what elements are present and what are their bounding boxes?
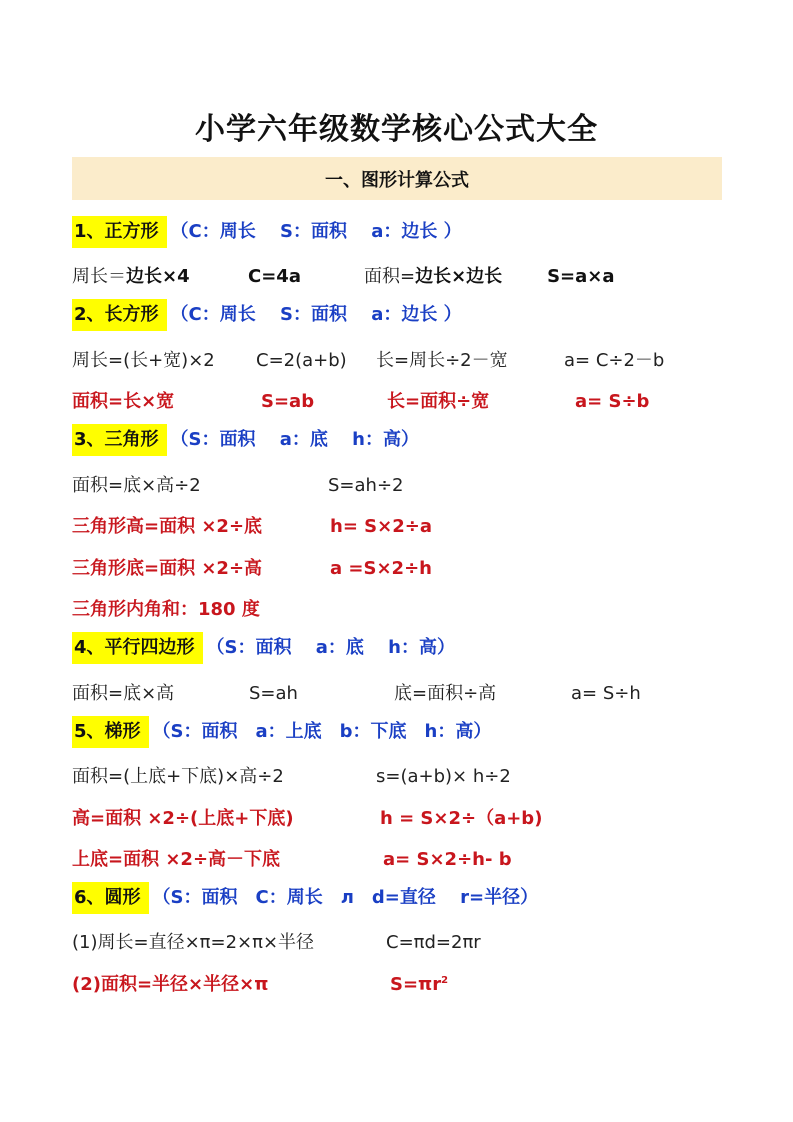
page-title: 小学六年级数学核心公式大全	[195, 112, 598, 147]
triangle-area-row	[72, 477, 403, 495]
triangle-heading-row	[72, 424, 419, 456]
parallelogram-formulas-row	[72, 685, 641, 703]
triangle-heading: 3、三角形	[72, 424, 167, 456]
triangle-height-formula: h= S×2÷a	[330, 516, 432, 537]
rectangle-length-formula: a= C÷2－b	[564, 350, 665, 371]
trapezoid-area: 面积=(上底+下底)×高÷2	[72, 766, 284, 787]
trapezoid-area-row	[72, 768, 511, 786]
rectangle-perimeter: 周长=(长+宽)×2	[72, 350, 215, 371]
parallelogram-heading: 4、平行四边形	[72, 632, 203, 664]
rectangle-area: 面积=长×宽	[72, 391, 175, 412]
rectangle-heading: 2、长方形	[72, 299, 167, 331]
circle-area: (2)面积=半径×半径×π	[72, 974, 269, 995]
circle-perimeter-row	[72, 934, 481, 952]
square-legend: （C：周长 S：面积 a：边长 ）	[170, 221, 462, 242]
trapezoid-height-row	[72, 810, 542, 828]
square-area-label: 面积=	[364, 266, 416, 287]
section-heading: 一、图形计算公式	[72, 157, 722, 200]
rectangle-perimeter-formula: C=2(a+b)	[256, 350, 347, 371]
circle-heading-row	[72, 882, 538, 914]
trapezoid-top: 上底=面积 ×2÷高－下底	[72, 849, 281, 870]
triangle-area-formula: S=ah÷2	[328, 475, 404, 496]
square-perimeter-formula: C=4a	[248, 266, 301, 287]
parallelogram-base-formula: a= S÷h	[571, 683, 641, 704]
trapezoid-top-formula: a= S×2÷h- b	[383, 849, 512, 870]
square-area-formula: S=a×a	[547, 266, 615, 287]
square-heading: 1、正方形	[72, 216, 167, 248]
circle-area-formula: $S=\pi r^2$	[390, 974, 449, 995]
triangle-height-row	[72, 518, 432, 536]
triangle-angle-sum: 三角形内角和：180 度	[72, 599, 260, 620]
square-heading-row	[72, 216, 462, 248]
circle-legend: （S：面积 C：周长 л d=直径 r=半径）	[152, 887, 539, 908]
triangle-height: 三角形高=面积 ×2÷底	[72, 516, 263, 537]
triangle-legend: （S：面积 a：底 h：高）	[170, 429, 419, 450]
parallelogram-heading-row	[72, 632, 455, 664]
circle-heading: 6、圆形	[72, 882, 149, 914]
triangle-area: 面积=底×高÷2	[72, 475, 201, 496]
rectangle-heading-row	[72, 299, 462, 331]
trapezoid-height-formula: h = S×2÷（a+b)	[380, 808, 543, 829]
parallelogram-area: 面积=底×高	[72, 683, 175, 704]
trapezoid-heading: 5、梯形	[72, 716, 149, 748]
trapezoid-heading-row	[72, 716, 491, 748]
circle-area-exponent: 2	[441, 975, 449, 986]
triangle-base-formula: a =S×2÷h	[330, 558, 432, 579]
square-perimeter-expr: 边长×4	[126, 266, 190, 287]
trapezoid-legend: （S：面积 a：上底 b：下底 h：高）	[152, 721, 492, 742]
parallelogram-legend: （S：面积 a：底 h：高）	[206, 637, 455, 658]
square-area-expr: 边长×边长	[415, 266, 503, 287]
rectangle-length2: 长=面积÷宽	[387, 391, 490, 412]
square-formulas-row	[72, 268, 615, 286]
triangle-angle-row	[72, 601, 260, 619]
rectangle-legend: （C：周长 S：面积 a：边长 ）	[170, 304, 462, 325]
rectangle-area-row	[72, 393, 649, 411]
rectangle-length: 长=周长÷2－宽	[376, 350, 508, 371]
square-perimeter-label: 周长＝	[72, 266, 126, 287]
rectangle-area-formula: S=ab	[261, 391, 315, 412]
triangle-base-row	[72, 560, 432, 578]
trapezoid-area-formula: s=(a+b)× h÷2	[376, 766, 511, 787]
circle-perimeter: (1)周长=直径×π=2×π×半径	[72, 932, 315, 953]
trapezoid-top-row	[72, 851, 512, 869]
triangle-base: 三角形底=面积 ×2÷高	[72, 558, 263, 579]
circle-area-row	[72, 976, 448, 994]
rectangle-perimeter-row	[72, 352, 664, 370]
circle-perimeter-formula: C=πd=2πr	[386, 932, 481, 953]
parallelogram-area-formula: S=ah	[249, 683, 298, 704]
trapezoid-height: 高=面积 ×2÷(上底+下底)	[72, 808, 294, 829]
parallelogram-base: 底=面积÷高	[394, 683, 497, 704]
rectangle-length2-formula: a= S÷b	[575, 391, 650, 412]
